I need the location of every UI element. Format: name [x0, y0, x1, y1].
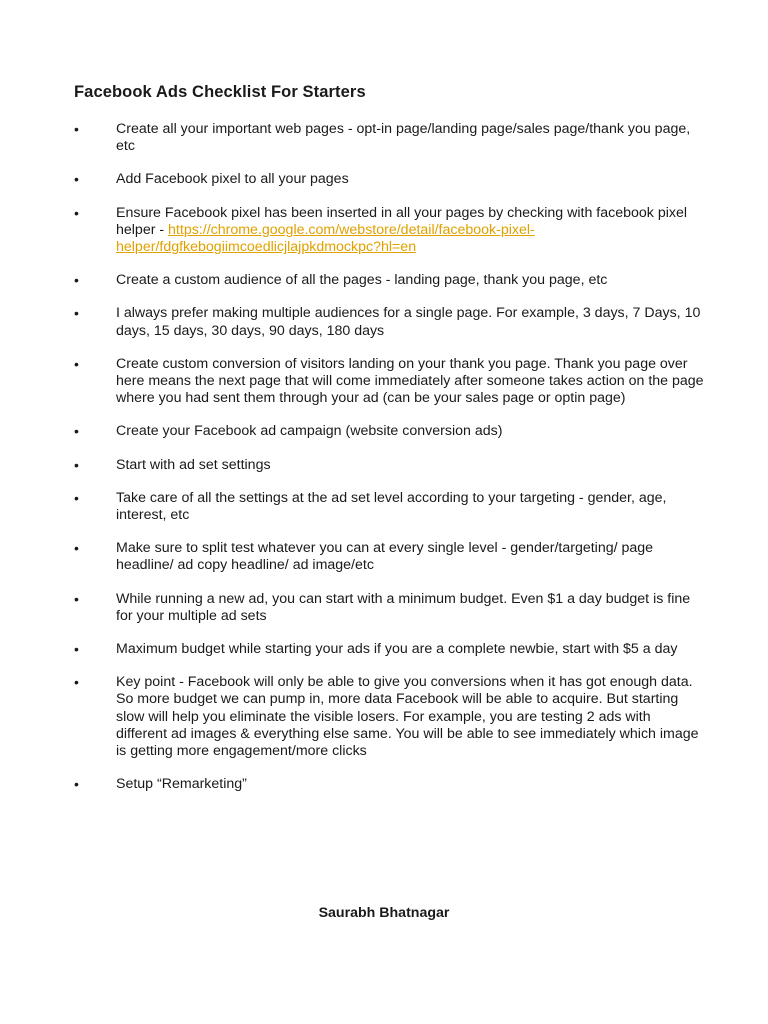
bullet-icon: • [74, 540, 79, 557]
bullet-icon: • [74, 674, 79, 691]
checklist-item [74, 272, 704, 289]
bullet-icon: • [74, 776, 79, 793]
bullet-icon: • [74, 204, 79, 221]
checklist [74, 121, 704, 809]
bullet-icon: • [74, 456, 79, 473]
bullet-icon: • [74, 355, 79, 372]
checklist-item-text: Setup “Remarketing” [116, 776, 247, 793]
checklist-item [74, 171, 704, 188]
bullet-icon: • [74, 423, 79, 440]
checklist-item [74, 121, 704, 155]
checklist-item-text: I always prefer making multiple audiences for a single page. For example, 3 days, 7 Days, 10 days, 15 days, 30 days, 90 days, 180 days [116, 305, 701, 339]
checklist-item [74, 776, 704, 793]
checklist-item [74, 490, 704, 524]
checklist-item-text: Maximum budget while starting your ads if you are a complete newbie, start with $5 a day [116, 641, 678, 658]
pixel-helper-link[interactable]: https://chrome.google.com/webstore/detail/facebook-pixel-helper/fdgfkebogiimcoedlicjlajpkdmockpc?hl=en [116, 221, 535, 256]
checklist-item-text: Key point - Facebook will only be able to give you conversions when it has got enough data. So more budget we can pump in, more data Facebook will be able to acquire. But starting slow will help you eliminate the visible losers. For example, you are testing 2 ads with different ad images & everything else same. You will be able to see immediately which image is getting more engagement/more clicks [116, 674, 699, 760]
checklist-item [74, 423, 704, 440]
bullet-icon: • [74, 171, 79, 188]
checklist-item-text: Create a custom audience of all the pages - landing page, thank you page, etc [116, 272, 608, 289]
checklist-item-text: Create all your important web pages - opt-in page/landing page/sales page/thank you page, etc [116, 121, 691, 155]
bullet-icon: • [74, 590, 79, 607]
bullet-icon: • [74, 272, 79, 289]
checklist-item [74, 540, 704, 574]
checklist-item-text: Make sure to split test whatever you can at every single level - gender/targeting/ page headline/ ad copy headline/ ad image/etc [116, 540, 654, 574]
checklist-item [74, 591, 704, 625]
checklist-item [74, 674, 704, 760]
checklist-item-text: Ensure Facebook pixel has been inserted in all your pages by checking with facebook pixel helper - [116, 204, 687, 238]
bullet-icon: • [74, 121, 79, 137]
checklist-item-text: Start with ad set settings [116, 456, 271, 473]
checklist-item-text: While running a new ad, you can start with a minimum budget. Even $1 a day budget is fine for your multiple ad sets [116, 590, 691, 624]
bullet-icon: • [74, 641, 79, 658]
checklist-item [74, 356, 704, 408]
document-title: Facebook Ads Checklist For Starters [74, 83, 366, 101]
checklist-item [74, 205, 704, 257]
checklist-item-text: Create your Facebook ad campaign (website conversion ads) [116, 423, 503, 440]
checklist-item-text: Add Facebook pixel to all your pages [116, 171, 349, 188]
checklist-item-text: Take care of all the settings at the ad set level according to your targeting - gender, age, interest, etc [116, 489, 667, 524]
author-signature: Saurabh Bhatnagar [318, 905, 450, 921]
checklist-item [74, 305, 704, 339]
checklist-item [74, 641, 704, 658]
bullet-icon: • [74, 489, 79, 506]
checklist-item-text: Create custom conversion of visitors landing on your thank you page. Thank you page over here means the next page that will come immediately after someone takes action on the page where you had sent them through your ad (can be your sales page or optin page) [116, 355, 704, 407]
bullet-icon: • [74, 305, 79, 322]
checklist-item [74, 457, 704, 474]
